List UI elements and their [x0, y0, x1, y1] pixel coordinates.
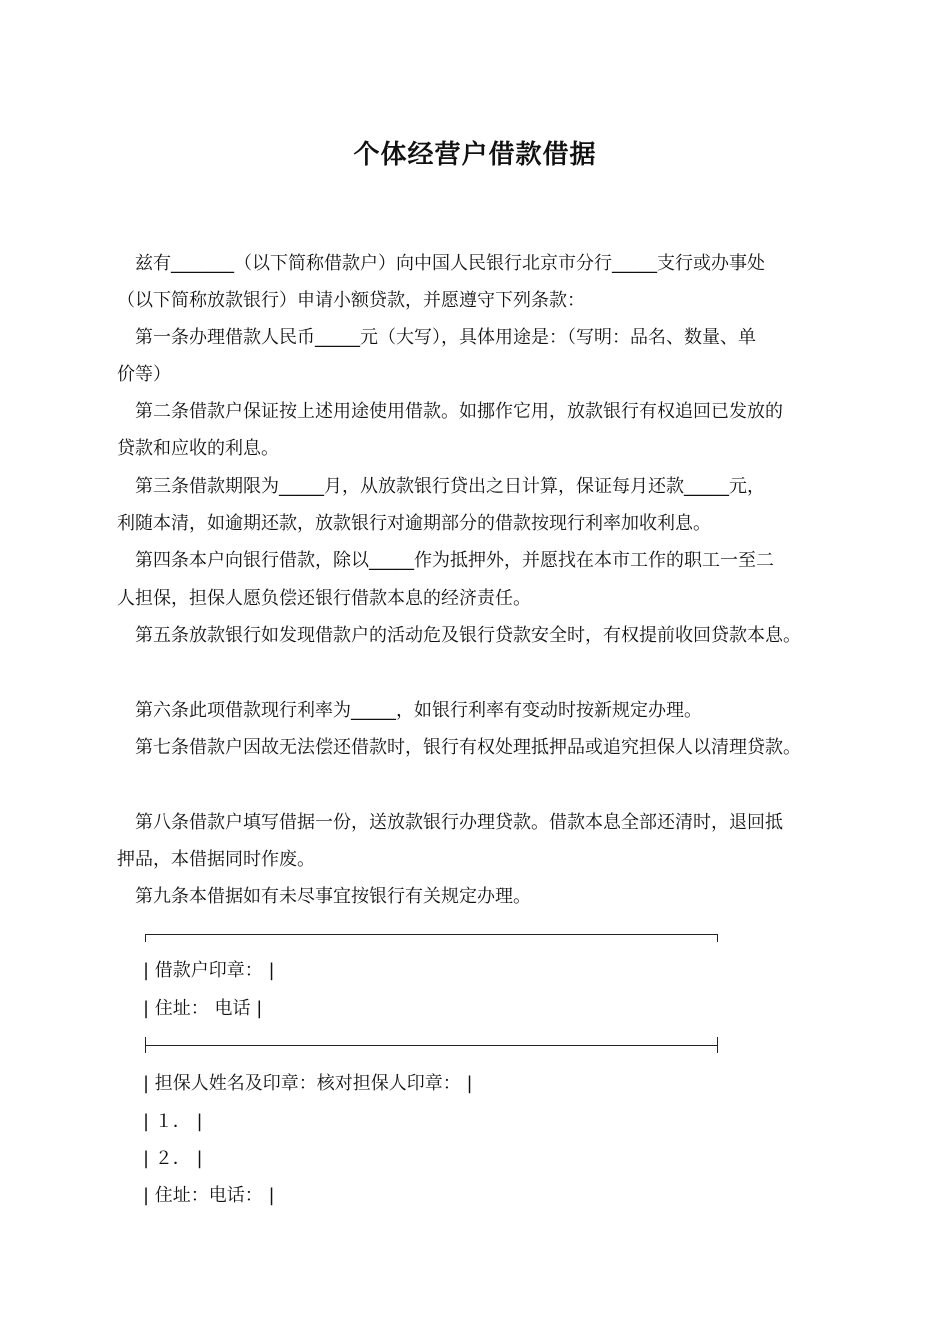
article-9-line: 第九条本借据如有未尽事宜按银行有关规定办理。: [135, 886, 531, 907]
article-4-line: 人担保，担保人愿负偿还银行借款本息的经济责任。: [117, 588, 531, 609]
article-6-line: 第六条此项借款现行利率为_____，如银行利率有变动时按新规定办理。: [135, 700, 702, 721]
table-junction: [717, 1037, 718, 1053]
table-corner: [717, 934, 718, 942]
article-3-line: 第三条借款期限为_____月，从放款银行贷出之日计算，保证每月还款_____元，: [135, 476, 765, 497]
article-2-line: 第二条借款户保证按上述用途使用借款。如挪作它用，放款银行有权追回已发放的: [135, 401, 783, 422]
borrower-address-row: | 住址： 电话 |: [143, 998, 263, 1019]
article-7-line: 第七条借款户因故无法偿还借款时，银行有权处理抵押品或追究担保人以清理贷款。: [135, 737, 801, 758]
article-1-line: 第一条办理借款人民币_____元（大写），具体用途是：（写明：品名、数量、单: [135, 327, 756, 348]
document-title: 个体经营户借款借据: [353, 140, 597, 170]
article-3-line: 利随本清，如逾期还款，放款银行对逾期部分的借款按现行利率加收利息。: [117, 513, 711, 534]
article-5-line: 第五条放款银行如发现借款户的活动危及银行贷款安全时，有权提前收回贷款本息。: [135, 625, 801, 646]
guarantor-1-row: | １． |: [143, 1111, 203, 1132]
article-4-line: 第四条本户向银行借款，除以_____作为抵押外，并愿找在本市工作的职工一至二: [135, 550, 774, 571]
guarantor-2-row: | ２． |: [143, 1148, 203, 1169]
article-1-line: 价等）: [117, 364, 171, 385]
table-middle-rule: [145, 1045, 718, 1046]
borrower-seal-row: | 借款户印章： |: [143, 960, 275, 981]
table-top-rule: [145, 934, 718, 935]
article-8-line: 押品，本借据同时作废。: [117, 849, 315, 870]
article-2-line: 贷款和应收的利息。: [117, 438, 279, 459]
paragraph-line: 兹有_______（以下简称借款户）向中国人民银行北京市分行_____支行或办事处: [135, 253, 765, 274]
table-junction: [145, 1037, 146, 1053]
paragraph-line: （以下简称放款银行）申请小额贷款，并愿遵守下列条款：: [117, 290, 585, 311]
article-8-line: 第八条借款户填写借据一份，送放款银行办理贷款。借款本息全部还清时，退回抵: [135, 812, 783, 833]
table-corner: [145, 934, 146, 942]
guarantor-address-row: | 住址：电话： |: [143, 1185, 275, 1206]
guarantor-row: | 担保人姓名及印章：核对担保人印章： |: [143, 1073, 473, 1094]
